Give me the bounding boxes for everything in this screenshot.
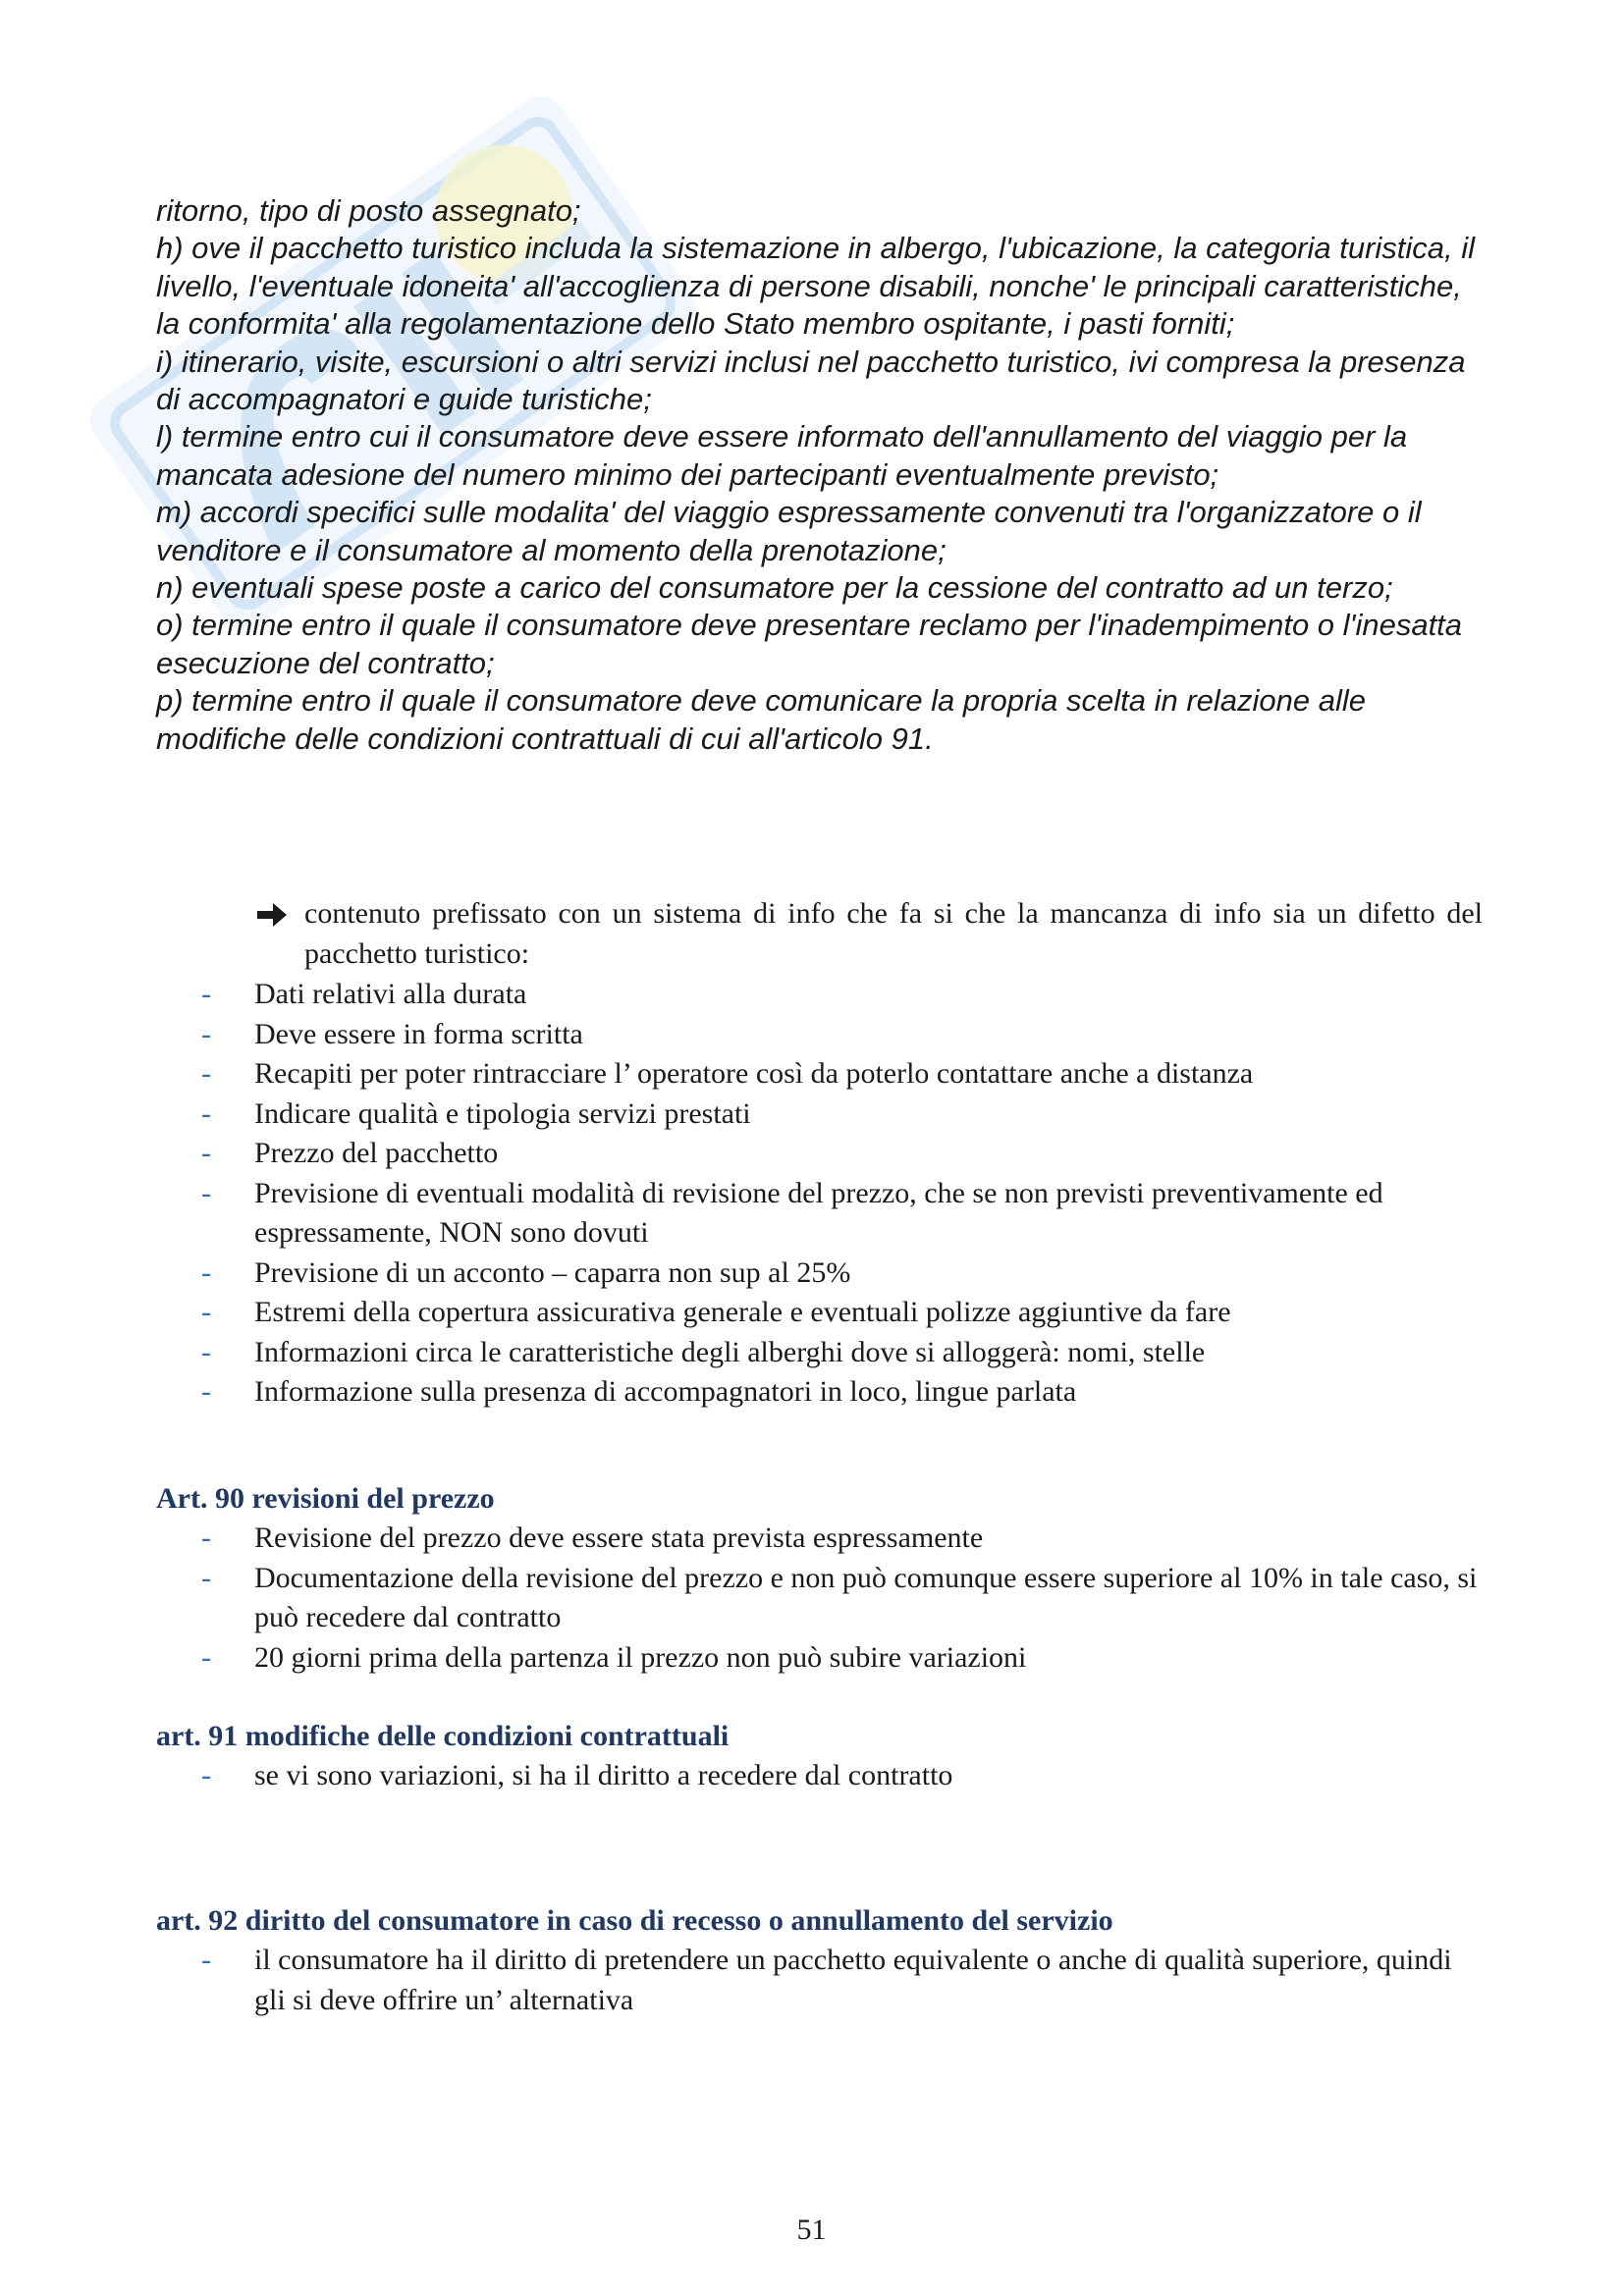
dash-bullet: - bbox=[201, 1335, 211, 1368]
dash-bullet: - bbox=[201, 1255, 211, 1289]
list-item: - Informazioni circa le caratteristiche degli alberghi dove si alloggerà: nomi, stelle bbox=[201, 1333, 1488, 1373]
list-item: - Recapiti per poter rintracciare l’ operatore così da poterlo contattare anche a distanza bbox=[201, 1054, 1488, 1095]
list-item: - Dati relativi alla durata bbox=[201, 975, 1488, 1015]
legal-text-line: l) termine entro cui il consumatore deve essere informato dell'annullamento del viaggio per la mancata adesione del numero minimo dei partecipanti eventualmente previsto; bbox=[156, 419, 1408, 492]
dash-bullet: - bbox=[201, 1375, 211, 1408]
dash-bullet: - bbox=[201, 1296, 211, 1328]
list-item: - Indicare qualità e tipologia servizi prestati bbox=[201, 1095, 1488, 1135]
list-item: - Documentazione della revisione del prezzo e non può comunque essere superiore al 10% in tale caso, si può recedere dal contratto bbox=[201, 1559, 1488, 1638]
dash-bullet: - bbox=[201, 1096, 211, 1130]
dash-bullet: - bbox=[201, 1640, 211, 1674]
list-item: - il consumatore ha il diritto di pretendere un pacchetto equivalente o anche di qualità superiore, quindi gli si deve offrire un’ alternativa bbox=[201, 1941, 1488, 2020]
list-item: - Informazione sulla presenza di accompagnatori in loco, lingue parlata bbox=[201, 1372, 1488, 1413]
legal-text-line: h) ove il pacchetto turistico includa la sistemazione in albergo, l'ubicazione, la categoria turistica, il livello, l'eventuale idoneita' all'accoglienza di persone disabili, nonche' le principali caratteristiche, la conformita' alla regolamentazione dello Stato membro ospitante, i pasti forniti; bbox=[156, 231, 1476, 342]
list-item: - Estremi della copertura assicurativa generale e eventuali polizze aggiuntive da fare bbox=[201, 1293, 1488, 1333]
dash-bullet: - bbox=[201, 978, 211, 1010]
list-item: - 20 giorni prima della partenza il prezzo non può subire variazioni bbox=[201, 1638, 1488, 1679]
dash-bullet: - bbox=[201, 1017, 211, 1050]
dash-bullet: - bbox=[201, 1137, 211, 1169]
list-item: - Previsione di un acconto – caparra non sup al 25% bbox=[201, 1254, 1488, 1294]
legal-text-line: p) termine entro il quale il consumatore deve comunicare la propria scelta in relazione alle modifiche delle condizioni contrattuali di cui all'articolo 91. bbox=[156, 683, 1367, 756]
section-heading-art-90: Art. 90 revisioni del prezzo bbox=[156, 1482, 495, 1515]
legal-text-line: m) accordi specifici sulle modalita' del viaggio espressamente convenuti tra l'organizzatore o il venditore e il consumatore al momento della prenotazione; bbox=[156, 495, 1422, 567]
legal-text-line: i) itinerario, visite, escursioni o altri servizi inclusi nel pacchetto turistico, ivi compresa la presenza di accompagnatori e guide turistiche; bbox=[156, 344, 1466, 417]
legal-text-line: ritorno, tipo di posto assegnato; bbox=[156, 193, 581, 228]
list-item: - Revisione del prezzo deve essere stata prevista espressamente bbox=[201, 1519, 1488, 1559]
art-92-list bbox=[201, 1941, 1488, 2020]
art-91-list bbox=[201, 1756, 1488, 1796]
list-item: - se vi sono variazioni, si ha il diritto a recedere dal contratto bbox=[201, 1756, 1488, 1796]
requirements-list bbox=[201, 975, 1488, 1413]
arrow-note-text: contenuto prefissato con un sistema di info che fa si che la mancanza di info sia un difetto del pacchetto turistico: bbox=[304, 897, 1483, 970]
page-number: 51 bbox=[796, 2214, 827, 2246]
dash-bullet: - bbox=[201, 1522, 211, 1554]
dash-bullet: - bbox=[201, 1057, 211, 1090]
list-item: - Previsione di eventuali modalità di revisione del prezzo, che se non previsti preventivamente ed espressamente, NON sono dovuti bbox=[201, 1174, 1488, 1254]
dash-bullet: - bbox=[201, 1561, 211, 1594]
list-item: - Deve essere in forma scritta bbox=[201, 1015, 1488, 1055]
dash-bullet: - bbox=[201, 1176, 211, 1209]
legal-text-line: n) eventuali spese poste a carico del consumatore per la cessione del contratto ad un terzo; bbox=[156, 570, 1393, 606]
section-heading-art-91: art. 91 modifiche delle condizioni contrattuali bbox=[156, 1720, 730, 1752]
dash-bullet: - bbox=[201, 1944, 211, 1976]
art-90-list bbox=[201, 1519, 1488, 1678]
list-item: - Prezzo del pacchetto bbox=[201, 1134, 1488, 1174]
legal-text-line: o) termine entro il quale il consumatore deve presentare reclamo per l'inadempimento o l'inesatta esecuzione del contratto; bbox=[156, 608, 1463, 680]
dash-bullet: - bbox=[201, 1759, 211, 1791]
arrow-note bbox=[255, 894, 1483, 974]
right-arrow-icon bbox=[255, 894, 304, 974]
section-heading-art-92: art. 92 diritto del consumatore in caso di recesso o annullamento del servizio bbox=[156, 1904, 1113, 1937]
legal-text-block bbox=[156, 192, 1491, 758]
